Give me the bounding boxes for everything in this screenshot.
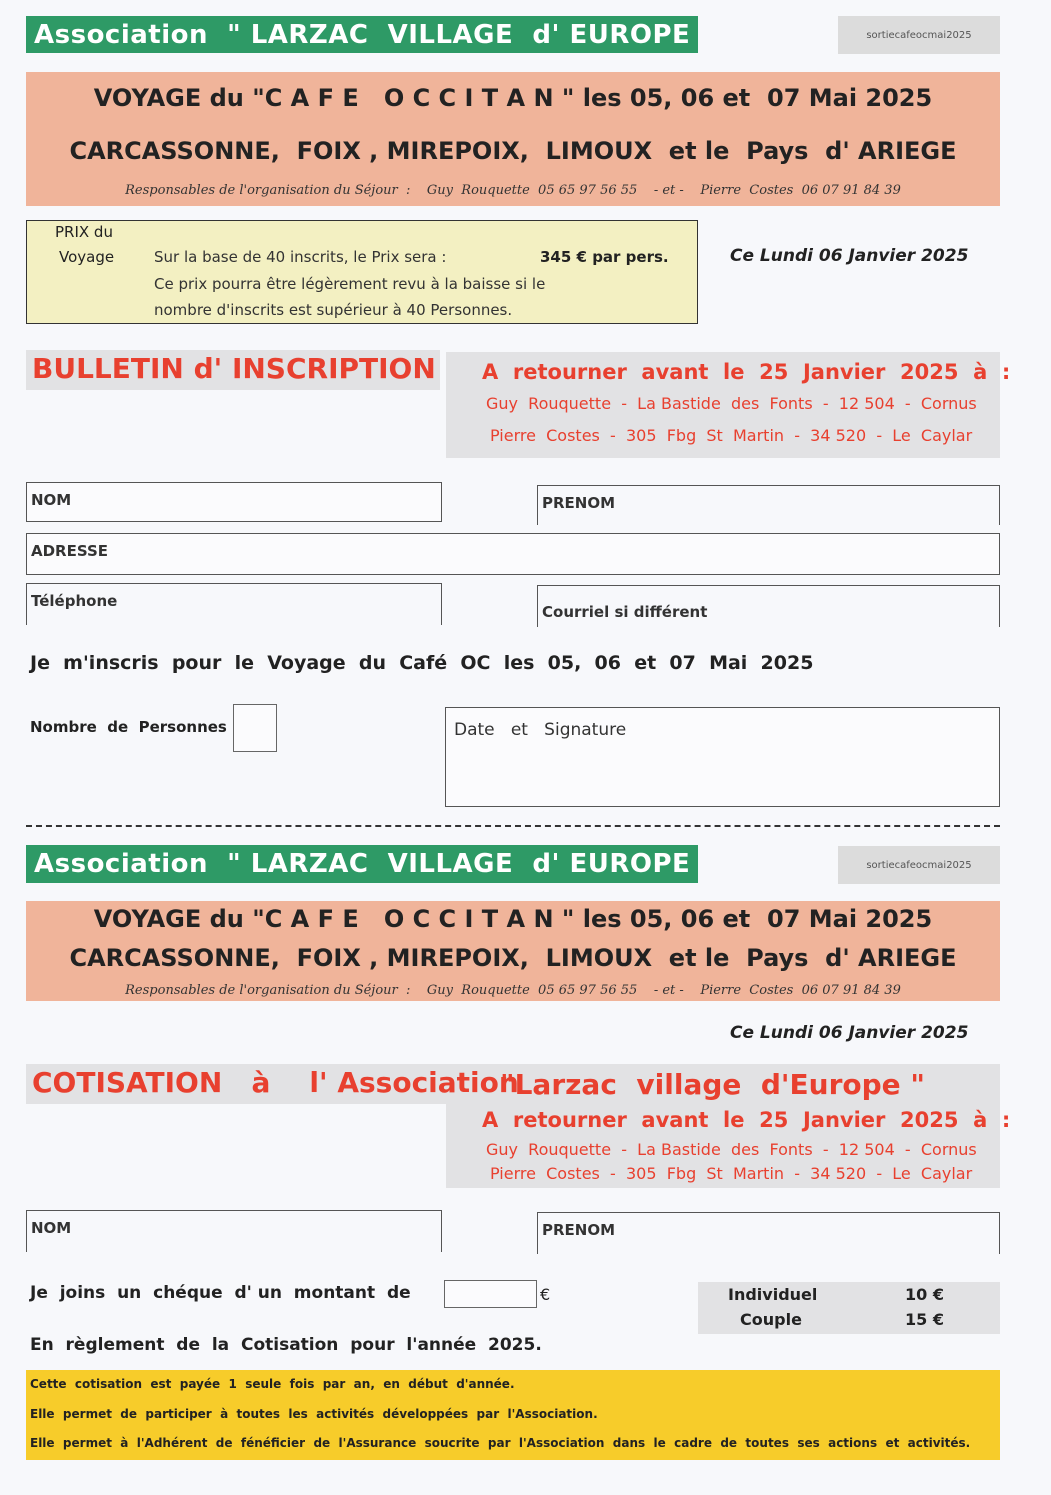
notes-panel: [26, 1370, 1000, 1460]
return-deadline: A retourner avant le 25 Janvier 2025 à :: [482, 360, 1011, 384]
document-date: Ce Lundi 06 Janvier 2025: [730, 246, 969, 266]
price-text-3: nombre d'inscrits est supérieur à 40 Personnes.: [154, 301, 513, 319]
adresse-field[interactable]: ADRESSE: [26, 533, 1000, 575]
price-label-2: Voyage: [59, 248, 115, 266]
date-signature-box[interactable]: [445, 707, 1000, 807]
date-signature-label: Date et Signature: [454, 720, 627, 740]
price-text-2: Ce prix pourra être légèrement revu à la baisse si le: [154, 275, 546, 293]
tarif-individuel-label: Individuel: [728, 1285, 818, 1304]
document-date-2: Ce Lundi 06 Janvier 2025: [730, 1023, 969, 1043]
reglement-statement: En règlement de la Cotisation pour l'année 2025.: [30, 1335, 542, 1355]
reference-tag: sortiecafeocmai2025: [838, 16, 1000, 54]
courriel-field[interactable]: Courriel si différent: [537, 585, 1000, 627]
cut-line: [26, 825, 1000, 827]
price-label-1: PRIX du: [55, 223, 113, 241]
return-address-panel: [446, 352, 1011, 458]
prenom-field-2[interactable]: PRENOM: [537, 1212, 1000, 1254]
tarif-individuel-amount: 10 €: [905, 1285, 944, 1304]
trip-title-line1-2: VOYAGE du "C A F E O C C I T A N " les 05, 06 et 07 Mai 2025: [93, 905, 933, 933]
reference-tag-2: sortiecafeocmai2025: [838, 846, 1000, 884]
cheque-statement: Je joins un chéque d' un montant de: [30, 1283, 411, 1303]
nom-field[interactable]: NOM: [26, 482, 442, 522]
address-rouquette: Guy Rouquette - La Bastide des Fonts - 12 504 - Cornus: [486, 394, 977, 413]
price-text-1: Sur la base de 40 inscrits, le Prix sera :: [154, 248, 447, 266]
note-3: Elle permet à l'Adhérent de fénéficier de l'Assurance soucrite par l'Association dans le cadre de toutes ses actions et activités.: [30, 1436, 971, 1450]
price-box: [26, 220, 698, 324]
tarif-couple-label: Couple: [740, 1310, 802, 1329]
organizers-line-2: Responsables de l'organisation du Séjour : Guy Rouquette 05 65 97 56 55 - et - Pierre Costes 06 07 91 84 39: [125, 983, 901, 998]
cotisation-title: COTISATION à l' Association: [32, 1066, 519, 1099]
nom-field-2[interactable]: NOM: [26, 1210, 442, 1252]
nombre-personnes-label: Nombre de Personnes: [30, 718, 227, 736]
return-address-panel-2: [446, 1104, 1011, 1188]
trip-title-line1: VOYAGE du "C A F E O C C I T A N " les 05, 06 et 07 Mai 2025: [93, 84, 933, 112]
telephone-field[interactable]: Téléphone: [26, 583, 442, 625]
trip-title-line2-2: CARCASSONNE, FOIX , MIREPOIX, LIMOUX et le Pays d' ARIEGE: [69, 944, 957, 972]
price-value: 345 € par pers.: [540, 248, 669, 266]
trip-title-line2: CARCASSONNE, FOIX , MIREPOIX, LIMOUX et le Pays d' ARIEGE: [69, 137, 957, 165]
trip-title-panel: [26, 72, 1000, 206]
bulletin-title: BULLETIN d' INSCRIPTION: [32, 352, 436, 385]
note-1: Cette cotisation est payée 1 seule fois par an, en début d'année.: [30, 1377, 515, 1391]
trip-title-panel-2: [26, 901, 1000, 1001]
tarif-couple-amount: 15 €: [905, 1310, 944, 1329]
inscription-statement: Je m'inscris pour le Voyage du Café OC les 05, 06 et 07 Mai 2025: [30, 652, 814, 674]
address-costes: Pierre Costes - 305 Fbg St Martin - 34 520 - Le Caylar: [490, 426, 973, 445]
nombre-personnes-input[interactable]: [233, 704, 277, 752]
cheque-amount-input[interactable]: [444, 1280, 537, 1308]
tarifs-panel: [698, 1282, 1000, 1334]
prenom-field[interactable]: PRENOM: [537, 485, 1000, 525]
address-costes-2: Pierre Costes - 305 Fbg St Martin - 34 520 - Le Caylar: [490, 1164, 973, 1183]
note-2: Elle permet de participer à toutes les activités développées par l'Association.: [30, 1407, 598, 1421]
association-name: "Larzac village d'Europe ": [500, 1068, 925, 1101]
association-banner-2: Association " LARZAC VILLAGE d' EUROPE: [26, 845, 698, 883]
return-deadline-2: A retourner avant le 25 Janvier 2025 à :: [482, 1108, 1011, 1132]
euro-symbol: €: [540, 1285, 551, 1304]
association-banner: Association " LARZAC VILLAGE d' EUROPE: [26, 16, 698, 53]
address-rouquette-2: Guy Rouquette - La Bastide des Fonts - 12 504 - Cornus: [486, 1140, 977, 1159]
organizers-line: Responsables de l'organisation du Séjour : Guy Rouquette 05 65 97 56 55 - et - Pierre Costes 06 07 91 84 39: [125, 183, 901, 198]
